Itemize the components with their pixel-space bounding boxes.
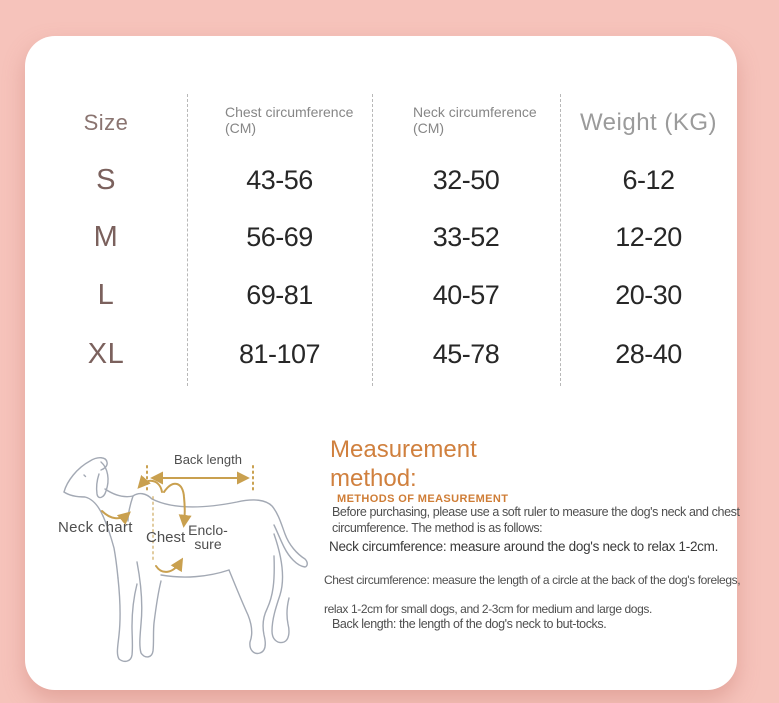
chest-girth-bottom-arrow: [156, 561, 181, 572]
back-length-label: Back length: [174, 452, 242, 467]
table-cell-chest: 81-107: [238, 339, 321, 369]
table-cell-chest: 43-56: [246, 165, 313, 195]
neck-measure-arrow: [102, 511, 128, 518]
neck-instruction-text: Neck circumference: measure around the dog's neck to relax 1-2cm.: [329, 539, 719, 554]
table-cell-neck: 33-52: [432, 222, 500, 252]
table-cell-weight: 28-40: [615, 339, 682, 369]
shoulder-measure-arrow: [140, 481, 162, 492]
measurement-intro-text: Before purchasing, please use a soft ruler to measure the dog's neck and chest circumference. The method is as follows:: [332, 505, 740, 536]
neck-chart-label: Neck chart: [58, 519, 133, 536]
enclosure-label: Enclo-sure: [188, 522, 228, 552]
back-instruction-text: Back length: the length of the dog's neck to but-tocks.: [332, 617, 607, 631]
table-row-size-label: S: [96, 164, 116, 196]
column-header-neck: Neck circumference (CM): [413, 104, 537, 137]
dog-outline-drawing: [40, 435, 320, 675]
chest-label: Chest: [146, 529, 186, 546]
dog-measurement-diagram: [40, 435, 320, 675]
table-row-size-label: M: [93, 221, 119, 253]
table-row-size-label: L: [97, 279, 115, 311]
column-header-weight: Weight (KG): [579, 109, 718, 136]
chest-instruction-text: Chest circumference: measure the length of a circle at the back of the dog's forelegs, relax 1-2cm for small dogs, and 2-3cm for medium and large dogs.: [324, 573, 741, 616]
column-header-size: Size: [83, 110, 129, 135]
table-cell-neck: 40-57: [432, 280, 500, 310]
table-cell-chest: 69-81: [246, 280, 313, 310]
table-cell-neck: 45-78: [432, 339, 500, 369]
measurement-method-subtitle: METHODS OF MEASUREMENT: [337, 493, 509, 505]
table-cell-chest: 56-69: [246, 222, 313, 252]
table-cell-weight: 6-12: [622, 165, 675, 195]
table-cell-weight: 20-30: [615, 280, 682, 310]
size-table: [25, 94, 737, 384]
table-cell-weight: 12-20: [615, 222, 682, 252]
table-row-size-label: XL: [87, 338, 125, 370]
table-cell-neck: 32-50: [432, 165, 500, 195]
dog-outline: [64, 458, 307, 662]
content-card: [25, 36, 741, 690]
measurement-method-title: Measurement method:: [330, 436, 477, 492]
column-header-chest: Chest circumference (CM): [225, 104, 354, 137]
